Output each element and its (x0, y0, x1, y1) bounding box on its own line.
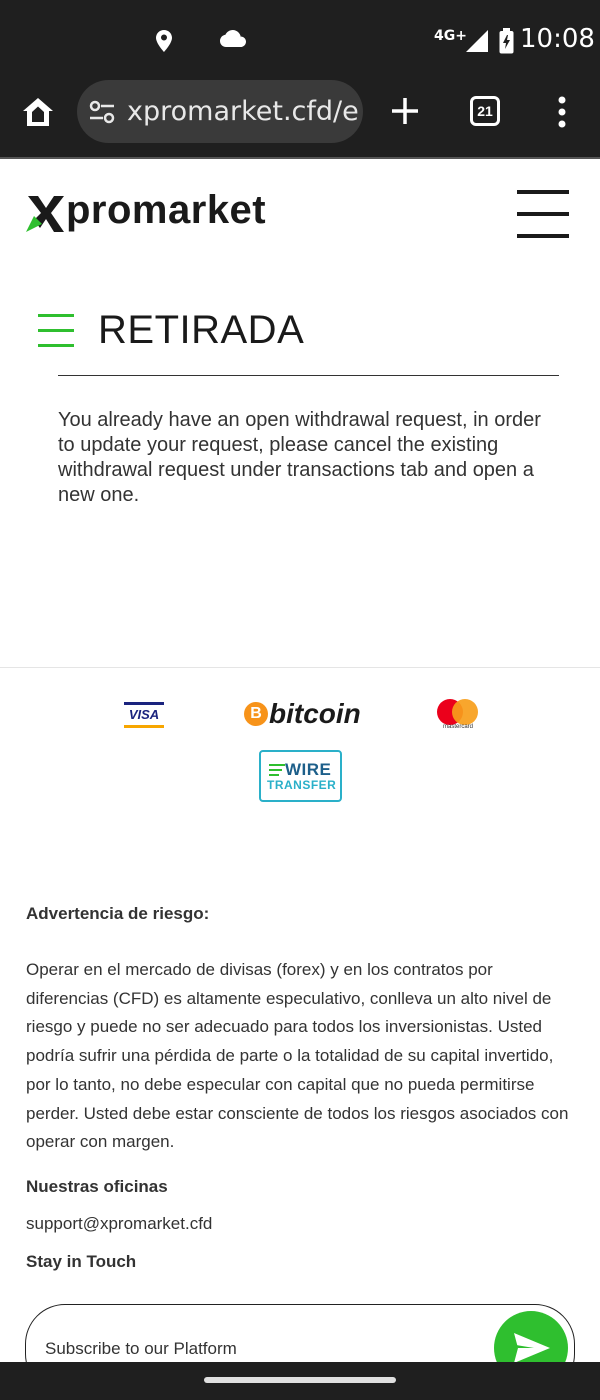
page-title: RETIRADA (98, 308, 305, 352)
send-icon (514, 1333, 550, 1363)
support-email-link[interactable]: support@xpromarket.cfd (26, 1214, 213, 1233)
status-bar (0, 0, 600, 80)
url-text[interactable]: xpromarket.cfd/e (127, 96, 359, 127)
risk-warning-title: Advertencia de riesgo: (26, 904, 210, 923)
battery-charging-icon (499, 28, 514, 54)
tab-switcher-button[interactable]: 21 (470, 96, 500, 126)
location-icon (155, 30, 173, 52)
logo-x-mark (26, 192, 64, 232)
subscribe-placeholder: Subscribe to our Platform (45, 1339, 237, 1358)
signal-icon (466, 30, 488, 52)
new-tab-icon[interactable] (390, 96, 420, 126)
address-bar[interactable] (77, 80, 363, 143)
logo-text: promarket (66, 188, 267, 232)
title-divider (58, 375, 559, 376)
more-options-icon[interactable] (556, 96, 568, 128)
risk-warning-text: Operar en el mercado de divisas (forex) y en los contratos por diferencias (CFD) es altamente especulativo, conlleva un alto nivel de riesgo y puede no ser adecuado para todos los inversionistas. Usted podría sufrir una pérdida de parte o la totalidad de su capital invertido, por lo tanto, no debe especular con capital que no pueda permitirse perder. Usted debe estar consciente de todos los riesgos asociados con operar con margen. (26, 960, 569, 1152)
offices-title: Nuestras oficinas (26, 1177, 168, 1196)
browser-toolbar (0, 80, 600, 157)
menu-button[interactable] (517, 190, 569, 238)
page-header (38, 306, 558, 366)
withdrawal-message: You already have an open withdrawal request, in order to update your request, please cancel the existing withdrawal request under transactions tab and open a new one. (58, 409, 541, 506)
system-navigation-bar (0, 1362, 600, 1400)
site-settings-icon[interactable] (89, 100, 115, 124)
mastercard-logo: mastercard (437, 699, 479, 733)
wire-transfer-logo: WIRE TRANSFER (259, 750, 342, 802)
home-icon[interactable] (20, 94, 56, 130)
toolbar-divider (0, 157, 600, 159)
cloud-icon (220, 30, 246, 48)
network-type-label: 4G+ (434, 28, 467, 44)
section-menu-icon (38, 314, 74, 348)
footer-divider (0, 667, 600, 668)
clock: 10:08 (520, 24, 595, 54)
visa-logo: VISA (124, 702, 164, 728)
home-gesture-handle[interactable] (204, 1377, 396, 1383)
stay-in-touch-title: Stay in Touch (26, 1252, 137, 1271)
